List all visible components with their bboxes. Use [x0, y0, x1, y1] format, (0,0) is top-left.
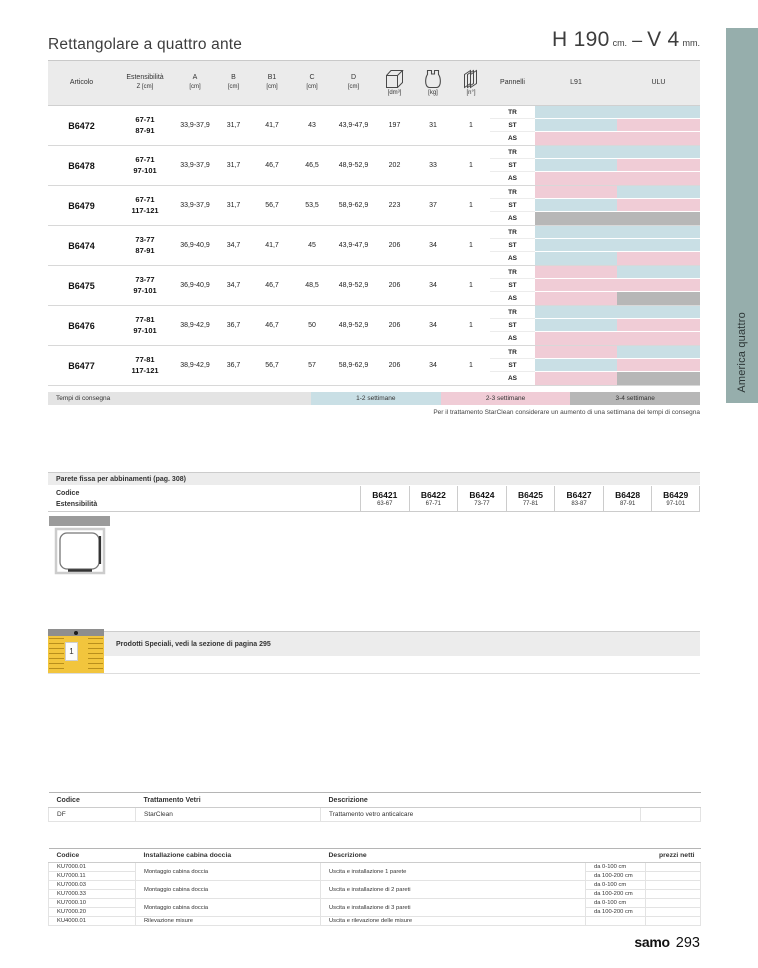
tv-empty	[641, 808, 701, 822]
column-header-kg: [kg]	[414, 61, 452, 105]
value-b1: 46,7	[265, 162, 279, 169]
value-kg: 31	[429, 122, 437, 129]
thickness-spec: V 4	[647, 28, 680, 51]
inst-codice: KU7000.03	[49, 881, 136, 890]
table-row	[48, 186, 700, 226]
parete-code: B6424	[469, 490, 495, 500]
extensibility: 67-71 87-91	[135, 115, 155, 135]
panel-type-label: ST	[490, 119, 535, 132]
panel-type-label: AS	[507, 255, 518, 262]
brand-logo: samo	[634, 934, 670, 950]
panel-type-label: AS	[507, 175, 518, 182]
inst-prezzo	[646, 917, 701, 926]
parete-column	[651, 486, 700, 511]
inst-codice: KU7000.01	[49, 863, 136, 872]
parete-code: B6421	[372, 490, 398, 500]
tv-codice: DF	[49, 808, 136, 822]
value-n: 1	[469, 322, 473, 329]
delivery-bar-ulu	[617, 132, 700, 145]
panel-rows	[490, 226, 700, 265]
inst-descrizione: Uscita e rilevazione delle misure	[321, 917, 586, 926]
value-b: 34,7	[226, 242, 241, 249]
inst-fascia	[586, 917, 646, 926]
parete-extensibility: 67-71	[425, 501, 442, 507]
box-icon	[385, 69, 404, 89]
inst-codice: KU7000.10	[49, 899, 136, 908]
legend-item: 3-4 settimane	[570, 392, 700, 405]
legend-items	[311, 392, 700, 405]
parete-extensibility: 97-101	[666, 501, 686, 507]
inst-prezzo	[646, 908, 701, 917]
panel-type-label: TR	[490, 226, 535, 239]
value-a: 36,9-40,9	[180, 282, 210, 289]
article-code: B6477	[68, 360, 95, 371]
delivery-bar-ulu	[617, 306, 700, 319]
extensibility: 67-71 97-101	[133, 155, 157, 175]
inst-servizio: Rilevazione misure	[136, 917, 321, 926]
panel-row	[490, 186, 700, 199]
value-d: 43,9-47,9	[338, 122, 369, 129]
panel-type-label: AS	[507, 335, 518, 342]
article-code: B6472	[68, 120, 95, 131]
delivery-legend	[48, 392, 700, 405]
installation-header	[49, 849, 701, 863]
value-d: 58,9-62,9	[338, 362, 369, 369]
delivery-bar-ulu	[617, 359, 700, 372]
panel-type-label: ST	[490, 279, 535, 292]
spec-separator: –	[632, 30, 643, 50]
inst-fascia: da 0-100 cm	[586, 881, 646, 890]
value-b1: 56,7	[265, 202, 279, 209]
column-header-n: [n°]	[452, 61, 490, 105]
divider	[48, 673, 700, 674]
panel-type-label: TR	[490, 106, 535, 119]
panel-type-label: ST	[490, 239, 535, 252]
article-code: B6479	[68, 200, 95, 211]
tv-trattamento: StarClean	[136, 808, 321, 822]
product-table-header	[48, 60, 700, 106]
delivery-bar-ulu	[617, 172, 700, 185]
panel-rows	[490, 306, 700, 345]
panel-row	[490, 306, 700, 319]
inst-prezzo	[646, 881, 701, 890]
value-n: 1	[469, 282, 473, 289]
value-dm3: 202	[388, 162, 401, 169]
table-row	[49, 808, 701, 822]
value-b: 31,7	[226, 162, 241, 169]
value-dm3: 197	[388, 122, 401, 129]
article-code: B6475	[68, 280, 95, 291]
value-kg: 34	[429, 362, 437, 369]
height-spec: H 190	[552, 28, 610, 51]
value-c: 50	[308, 322, 316, 329]
section-tab-america-quattro	[726, 28, 758, 403]
delivery-bar-l91	[535, 119, 617, 132]
legend-title: Tempi di consegna	[48, 392, 311, 405]
delivery-bar-ulu	[617, 226, 700, 239]
inst-codice: KU7000.20	[49, 908, 136, 917]
delivery-bar-ulu	[617, 119, 700, 132]
panel-row	[490, 172, 700, 185]
extensibility: 73-77 97-101	[133, 275, 157, 295]
delivery-bar-ulu	[617, 266, 700, 279]
delivery-bar-ulu	[617, 212, 700, 225]
value-n: 1	[469, 242, 473, 249]
panel-type-label: ST	[490, 359, 535, 372]
page-footer	[634, 934, 700, 951]
value-kg: 33	[429, 162, 437, 169]
parete-column	[360, 486, 409, 511]
inst-fascia: da 100-200 cm	[586, 890, 646, 899]
panel-row	[490, 199, 700, 212]
column-header-pannelli: Pannelli	[500, 78, 525, 86]
panel-row	[490, 292, 700, 305]
column-header-c: C [cm]	[306, 74, 318, 91]
parete-extensibility: 83-87	[571, 501, 587, 507]
inst-codice: KU7000.33	[49, 890, 136, 899]
value-b: 31,7	[226, 122, 241, 129]
table-row	[48, 106, 700, 146]
parete-fissa-title: Parete fissa per abbinamenti (pag. 308)	[48, 472, 700, 485]
delivery-bar-ulu	[617, 319, 700, 332]
value-n: 1	[469, 122, 473, 129]
panel-type-label: AS	[507, 295, 518, 302]
panel-type-label: ST	[490, 319, 535, 332]
delivery-bar-l91	[535, 132, 617, 145]
value-d: 48,9-52,9	[338, 162, 369, 169]
value-kg: 34	[429, 322, 437, 329]
value-c: 48,5	[305, 282, 319, 289]
value-a: 33,9-37,9	[180, 122, 210, 129]
value-b1: 56,7	[265, 362, 279, 369]
value-n: 1	[469, 162, 473, 169]
value-d: 58,9-62,9	[338, 202, 369, 209]
table-row	[48, 226, 700, 266]
panel-row	[490, 279, 700, 292]
inst-servizio: Montaggio cabina doccia	[136, 899, 321, 917]
value-kg: 34	[429, 242, 437, 249]
special-products-note: Prodotti Speciali, vedi la sezione di pagina 295	[48, 631, 700, 656]
inst-header: Codice	[49, 849, 136, 863]
delivery-bar-ulu	[617, 332, 700, 345]
inst-descrizione: Uscita e installazione di 2 pareti	[321, 881, 586, 899]
value-b: 31,7	[226, 202, 241, 209]
inst-prezzo	[646, 863, 701, 872]
delivery-bar-l91	[535, 199, 617, 212]
column-header-b: B [cm]	[227, 74, 240, 91]
delivery-bar-l91	[535, 359, 617, 372]
delivery-bar-l91	[535, 172, 617, 185]
panel-type-label: TR	[490, 306, 535, 319]
inst-prezzo	[646, 890, 701, 899]
value-a: 36,9-40,9	[180, 242, 210, 249]
shower-diagram	[49, 516, 111, 576]
inst-servizio: Montaggio cabina doccia	[136, 881, 321, 899]
panel-row	[490, 372, 700, 385]
value-a: 38,9-42,9	[180, 362, 210, 369]
parete-column	[409, 486, 458, 511]
panel-type-label: TR	[490, 346, 535, 359]
panel-type-label: TR	[490, 186, 535, 199]
panel-row	[490, 332, 700, 345]
tv-header-empty	[641, 793, 701, 808]
panel-row	[490, 266, 700, 279]
tv-header: Trattamento Vetri	[136, 793, 321, 808]
inst-header: Installazione cabina doccia	[136, 849, 321, 863]
value-kg: 34	[429, 282, 437, 289]
panel-row	[490, 119, 700, 132]
table-row	[49, 899, 701, 908]
ruler-icon	[48, 629, 104, 673]
value-a: 38,9-42,9	[180, 322, 210, 329]
delivery-bar-l91	[535, 146, 617, 159]
parete-fissa-row-labels: Codice Estensibilità	[56, 490, 98, 509]
inst-header: Descrizione	[321, 849, 586, 863]
panel-row	[490, 319, 700, 332]
delivery-bar-l91	[535, 292, 617, 305]
inst-descrizione: Uscita e installazione di 3 pareti	[321, 899, 586, 917]
extensibility: 67-71 117-121	[131, 195, 159, 215]
value-a: 33,9-37,9	[180, 202, 210, 209]
tv-header: Codice	[49, 793, 136, 808]
panel-type-label: ST	[490, 199, 535, 212]
panel-rows	[490, 146, 700, 185]
value-c: 53,5	[305, 202, 319, 209]
legend-item: 1-2 settimane	[311, 392, 441, 405]
delivery-bar-ulu	[617, 252, 700, 265]
value-dm3: 206	[388, 242, 401, 249]
delivery-bar-l91	[535, 279, 617, 292]
value-b: 34,7	[226, 282, 241, 289]
column-header-b1: B1 [cm]	[266, 74, 278, 91]
value-n: 1	[469, 362, 473, 369]
delivery-bar-l91	[535, 306, 617, 319]
panel-type-label: TR	[490, 146, 535, 159]
value-c: 57	[308, 362, 316, 369]
table-row	[48, 346, 700, 386]
tv-header: Descrizione	[321, 793, 641, 808]
parete-extensibility: 73-77	[474, 501, 490, 507]
delivery-bar-l91	[535, 239, 617, 252]
delivery-bar-ulu	[617, 146, 700, 159]
value-dm3: 206	[388, 362, 401, 369]
panel-rows	[490, 346, 700, 385]
value-c: 46,5	[305, 162, 319, 169]
panel-row	[490, 146, 700, 159]
value-a: 33,9-37,9	[180, 162, 210, 169]
delivery-bar-l91	[535, 226, 617, 239]
delivery-bar-ulu	[617, 372, 700, 385]
panel-rows	[490, 266, 700, 305]
parete-code: B6427	[566, 490, 592, 500]
panel-row	[490, 226, 700, 239]
table-row	[48, 146, 700, 186]
inst-fascia: da 0-100 cm	[586, 863, 646, 872]
delivery-bar-ulu	[617, 292, 700, 305]
value-d: 48,9-52,9	[338, 322, 369, 329]
table-row	[48, 266, 700, 306]
delivery-bar-l91	[535, 159, 617, 172]
value-b1: 41,7	[265, 242, 279, 249]
parete-column	[554, 486, 603, 511]
column-header-d: D [cm]	[347, 74, 360, 91]
inst-fascia: da 0-100 cm	[586, 899, 646, 908]
weight-icon	[425, 69, 441, 89]
delivery-bar-l91	[535, 106, 617, 119]
table-row	[49, 881, 701, 890]
parete-code: B6425	[517, 490, 544, 500]
panel-type-label: TR	[490, 266, 535, 279]
installation-table	[48, 848, 701, 926]
value-d: 48,9-52,9	[338, 282, 369, 289]
inst-header	[586, 849, 646, 863]
parete-extensibility: 77-81	[522, 501, 539, 507]
delivery-bar-l91	[535, 332, 617, 345]
column-header-l91: L91	[570, 78, 582, 86]
extensibility: 77-81 97-101	[133, 315, 157, 335]
product-table	[48, 60, 700, 386]
starclean-note: Per il trattamento StarClean considerare un aumento di una settimana dei tempi di consegna	[433, 409, 700, 416]
table-row	[49, 863, 701, 872]
panel-row	[490, 252, 700, 265]
extensibility: 77-81 117-121	[131, 355, 159, 375]
delivery-bar-l91	[535, 372, 617, 385]
panel-type-label: AS	[507, 215, 518, 222]
delivery-bar-ulu	[617, 239, 700, 252]
inst-codice: KU7000.11	[49, 872, 136, 881]
parete-extensibility: 63-67	[377, 501, 393, 507]
product-table-body	[48, 106, 700, 386]
delivery-bar-ulu	[617, 346, 700, 359]
value-d: 43,9-47,9	[338, 242, 369, 249]
article-code: B6478	[68, 160, 95, 171]
parete-code: B6422	[420, 490, 446, 500]
inst-fascia: da 100-200 cm	[586, 908, 646, 917]
value-b1: 46,7	[265, 322, 279, 329]
value-b1: 41,7	[265, 122, 279, 129]
delivery-bar-ulu	[617, 106, 700, 119]
delivery-bar-l91	[535, 212, 617, 225]
column-header-articolo: Articolo	[69, 78, 94, 86]
panel-rows	[490, 106, 700, 145]
value-b1: 46,7	[265, 282, 279, 289]
extensibility: 73-77 87-91	[135, 235, 155, 255]
panel-rows	[490, 186, 700, 225]
inst-descrizione: Uscita e installazione 1 parete	[321, 863, 586, 881]
panels-icon	[462, 69, 480, 89]
inst-fascia: da 100-200 cm	[586, 872, 646, 881]
ruler-pivot-dot	[74, 631, 78, 635]
delivery-bar-ulu	[617, 186, 700, 199]
table-row	[48, 306, 700, 346]
panel-type-label: AS	[507, 375, 518, 382]
column-header-ulu: ULU	[651, 78, 666, 86]
value-kg: 37	[429, 202, 437, 209]
delivery-bar-ulu	[617, 279, 700, 292]
ruler-number: 1	[65, 642, 78, 661]
tv-descrizione: Trattamento vetro anticalcare	[321, 808, 641, 822]
panel-row	[490, 106, 700, 119]
value-n: 1	[469, 202, 473, 209]
value-dm3: 206	[388, 282, 401, 289]
value-dm3: 223	[388, 202, 401, 209]
parete-fissa-table	[48, 486, 700, 512]
inst-codice: KU4000.01	[49, 917, 136, 926]
article-code: B6474	[68, 240, 95, 251]
inst-prezzo	[646, 872, 701, 881]
parete-column	[603, 486, 652, 511]
value-c: 45	[308, 242, 316, 249]
parete-extensibility: 87-91	[619, 501, 636, 507]
page-number: 293	[675, 935, 700, 951]
value-b: 36,7	[226, 322, 241, 329]
panel-row	[490, 159, 700, 172]
panel-row	[490, 132, 700, 145]
panel-row	[490, 346, 700, 359]
panel-type-label: ST	[490, 159, 535, 172]
panel-row	[490, 212, 700, 225]
panel-type-label: AS	[507, 135, 518, 142]
delivery-bar-ulu	[617, 199, 700, 212]
parete-column	[457, 486, 506, 511]
glass-treatment-header	[49, 793, 701, 808]
value-c: 43	[308, 122, 316, 129]
column-header-dm3: [dm³]	[375, 61, 414, 105]
page-title: Rettangolare a quattro ante	[48, 36, 243, 53]
parete-code: B6429	[663, 490, 689, 500]
value-b: 36,7	[226, 362, 241, 369]
size-spec: H 190 cm. – V 4 mm.	[552, 28, 700, 51]
glass-treatment-table	[48, 792, 701, 822]
section-tab-label: America quattro	[736, 312, 748, 393]
column-header-estensibilita: Estensibilità Z [cm]	[126, 74, 164, 91]
delivery-bar-ulu	[617, 159, 700, 172]
delivery-bar-l91	[535, 346, 617, 359]
delivery-bar-l91	[535, 266, 617, 279]
delivery-bar-l91	[535, 252, 617, 265]
column-header-a: A [cm]	[189, 74, 201, 91]
value-dm3: 206	[388, 322, 401, 329]
article-code: B6476	[68, 320, 95, 331]
delivery-bar-l91	[535, 186, 617, 199]
inst-header: prezzi netti	[646, 849, 701, 863]
parete-column	[506, 486, 555, 511]
table-row	[49, 917, 701, 926]
parete-code: B6428	[615, 490, 641, 500]
panel-row	[490, 359, 700, 372]
panel-row	[490, 239, 700, 252]
inst-servizio: Montaggio cabina doccia	[136, 863, 321, 881]
legend-item: 2-3 settimane	[441, 392, 571, 405]
inst-prezzo	[646, 899, 701, 908]
delivery-bar-l91	[535, 319, 617, 332]
